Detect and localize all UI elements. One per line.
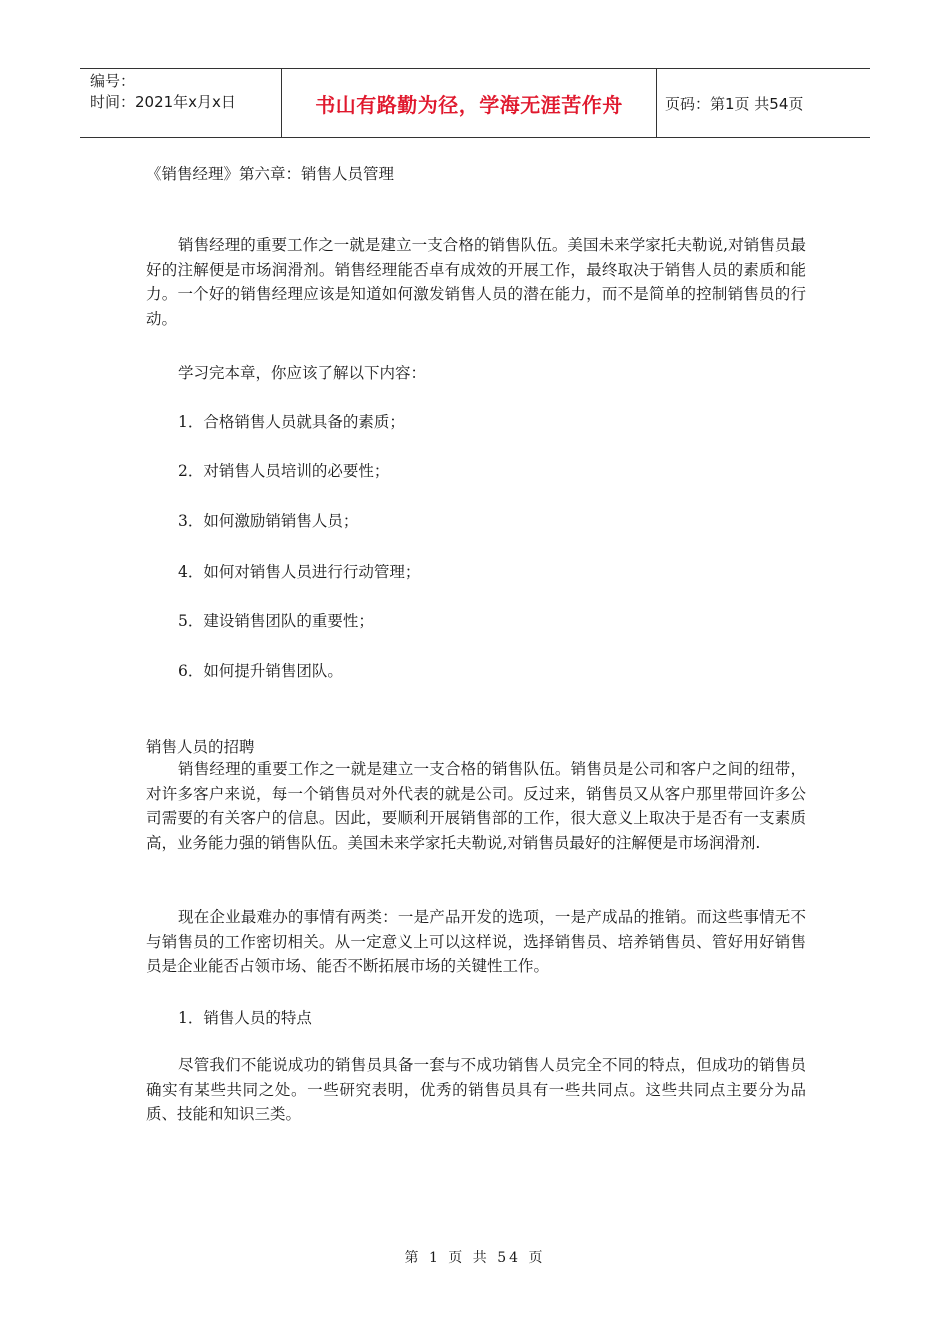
- header-motto: 书山有路勤为径，学海无涯苦作舟: [282, 69, 657, 137]
- paragraph-characteristics: 尽管我们不能说成功的销售员具备一套与不成功销售人员完全不同的特点，但成功的销售员确实有某些共同之处。一些研究表明，优秀的销售员具有一些共同点。这些共同点主要分为品质、技能和知识三类。: [146, 1056, 806, 1123]
- list-item: 4．如何对销售人员进行行动管理；: [178, 563, 421, 581]
- document-title: 《销售经理》第六章：销售人员管理: [146, 165, 395, 183]
- subsection-title: 1．销售人员的特点: [178, 1009, 312, 1027]
- section-title: 销售人员的招聘: [146, 738, 255, 756]
- intro-paragraph: 销售经理的重要工作之一就是建立一支合格的销售队伍。美国未来学家托夫勒说,对销售员最好的注解便是市场润滑剂。销售经理能否卓有成效的开展工作，最终取决于销售人员的素质和能力。一个好的销售经理应该是知道如何激发销售人员的潜在能力，而不是简单的控制销售员的行动。: [146, 236, 806, 328]
- list-item: 1．合格销售人员就具备的素质；: [178, 413, 405, 431]
- number-label: 编号：: [90, 72, 136, 90]
- list-item: 6．如何提升销售团队。: [178, 662, 343, 680]
- list-item: 5．建设销售团队的重要性；: [178, 612, 374, 630]
- list-item: 3．如何激励销销售人员；: [178, 512, 359, 530]
- header-meta: [80, 69, 282, 137]
- list-item: 2．对销售人员培训的必要性；: [178, 462, 390, 480]
- paragraph-difficulties: 现在企业最难办的事情有两类：一是产品开发的选项，一是产成品的推销。而这些事情无不与销售员的工作密切相关。从一定意义上可以这样说，选择销售员、培养销售员、管好用好销售员是企业能否占领市场、能否不断拓展市场的关键性工作。: [146, 908, 806, 975]
- header-page-info: 页码：第1页 共54页: [665, 94, 804, 113]
- learn-intro: 学习完本章，你应该了解以下内容：: [178, 364, 427, 382]
- page-header: [80, 68, 870, 138]
- paragraph-recruitment: 销售经理的重要工作之一就是建立一支合格的销售队伍。销售员是公司和客户之间的纽带，对许多客户来说，每一个销售员对外代表的就是公司。反过来，销售员又从客户那里带回许多公司需要的有关客户的信息。因此，要顺利开展销售部的工作，很大意义上取决于是否有一支素质高，业务能力强的销售队伍。美国未来学家托夫勒说,对销售员最好的注解便是市场润滑剂.: [146, 760, 806, 852]
- page-footer: 第 1 页 共 54 页: [404, 1250, 546, 1266]
- date-label: 时间：2021年x月x日: [90, 93, 236, 111]
